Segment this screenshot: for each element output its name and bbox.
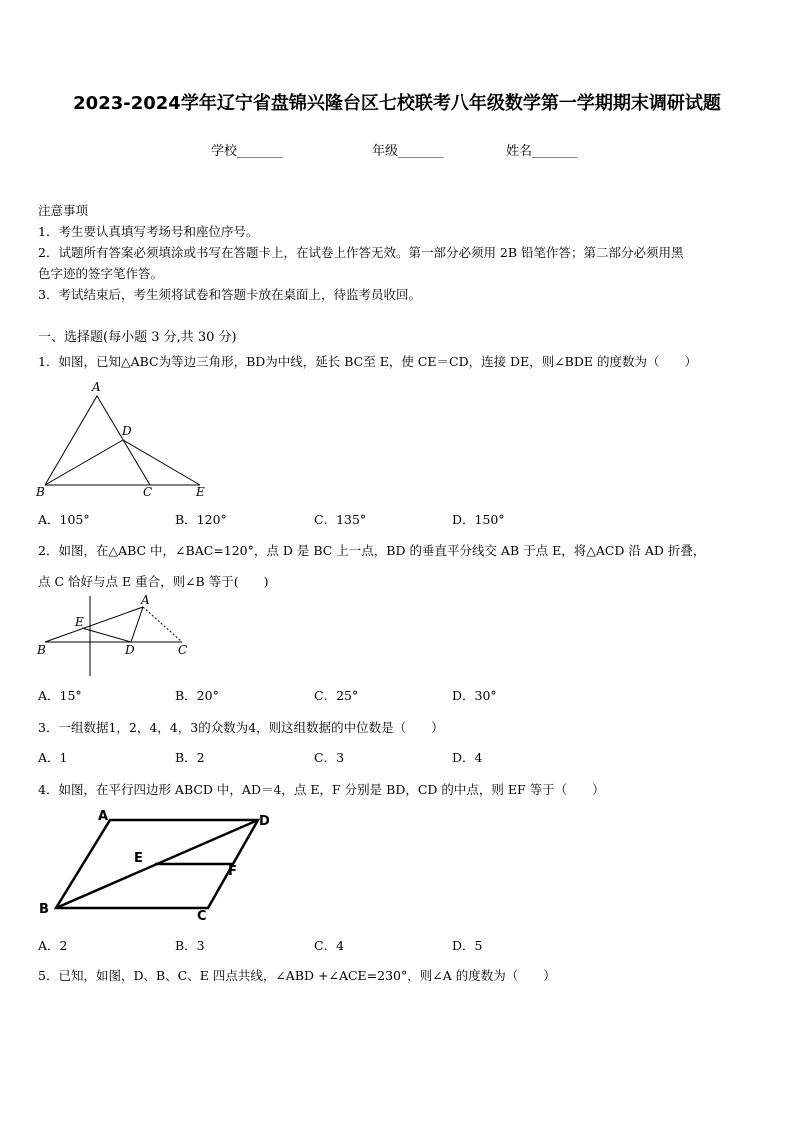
vertex-label: E — [196, 485, 205, 499]
option-d: D．4 — [452, 750, 483, 765]
vertex-label: F — [228, 864, 237, 879]
vertex-label: E — [134, 851, 143, 866]
question-2-text: 2．如图，在△ABC 中，∠BAC=120°，点 D 是 BC 上一点，BD 的垂直平分线交 AB 于点 E，将△ACD 沿 AD 折叠， — [38, 543, 706, 558]
vertex-label: A — [92, 380, 101, 394]
option-a: A．2 — [38, 938, 68, 953]
option-b: B．120° — [175, 512, 227, 527]
vertex-label: E — [75, 615, 84, 629]
vertex-label: A — [141, 593, 150, 607]
notice-item: 色字迹的签字笔作答。 — [38, 266, 164, 281]
option-a: A．15° — [38, 688, 82, 703]
question-3-text: 3．一组数据1，2，4，4，3的众数为4，则这组数据的中位数是（ ） — [38, 720, 444, 735]
question-2-text-cont: 点 C 恰好与点 E 重合，则∠B 等于( ) — [38, 574, 269, 589]
option-c: C．4 — [314, 938, 345, 953]
vertex-label: C — [143, 485, 153, 499]
option-c: C．25° — [314, 688, 359, 703]
page-title: 2023-2024学年辽宁省盘锦兴隆台区七校联考八年级数学第一学期期末调研试题 — [73, 93, 721, 114]
vertex-label: D — [122, 424, 132, 438]
section-heading: 一、选择题(每小题 3 分,共 30 分) — [38, 330, 237, 345]
grade-field: 年级_______ — [372, 144, 444, 159]
notice-item: 2．试题所有答案必须填涂或书写在答题卡上，在试卷上作答无效。第一部分必须用 2B 铅笔作答；第二部分必须用黑 — [38, 245, 684, 260]
school-field: 学校_______ — [211, 144, 283, 159]
vertex-label: C — [197, 909, 207, 924]
question-2-figure — [30, 592, 200, 682]
vertex-label: A — [98, 809, 109, 824]
option-b: B．3 — [175, 938, 205, 953]
vertex-label: D — [125, 643, 135, 657]
option-d: D．30° — [452, 688, 497, 703]
option-d: D．5 — [452, 938, 483, 953]
vertex-label: B — [37, 643, 46, 657]
option-a: A．1 — [38, 750, 68, 765]
option-d: D．150° — [452, 512, 505, 527]
notice-heading: 注意事项 — [38, 203, 89, 218]
option-c: C．135° — [314, 512, 367, 527]
vertex-label: C — [178, 643, 188, 657]
name-field: 姓名_______ — [506, 144, 578, 159]
question-4-figure — [30, 806, 290, 931]
question-1-figure — [30, 378, 220, 503]
notice-item: 3．考试结束后，考生须将试卷和答题卡放在桌面上，待监考员收回。 — [38, 287, 421, 302]
question-1-text: 1．如图，已知△ABC为等边三角形，BD为中线，延长 BC至 E，使 CE＝CD，连接 DE，则∠BDE 的度数为（ ） — [38, 354, 697, 369]
option-c: C．3 — [314, 750, 345, 765]
option-a: A．105° — [38, 512, 90, 527]
notice-item: 1．考生要认真填写考场号和座位序号。 — [38, 224, 259, 239]
vertex-label: B — [39, 902, 49, 917]
option-b: B．20° — [175, 688, 219, 703]
vertex-label: B — [36, 485, 45, 499]
option-b: B．2 — [175, 750, 205, 765]
vertex-label: D — [259, 814, 270, 829]
question-4-text: 4．如图，在平行四边形 ABCD 中，AD＝4，点 E，F 分别是 BD，CD 的中点，则 EF 等于（ ） — [38, 782, 605, 797]
question-5-text: 5．已知，如图，D、B、C、E 四点共线，∠ABD +∠ACE=230°，则∠A 的度数为（ ） — [38, 968, 556, 983]
